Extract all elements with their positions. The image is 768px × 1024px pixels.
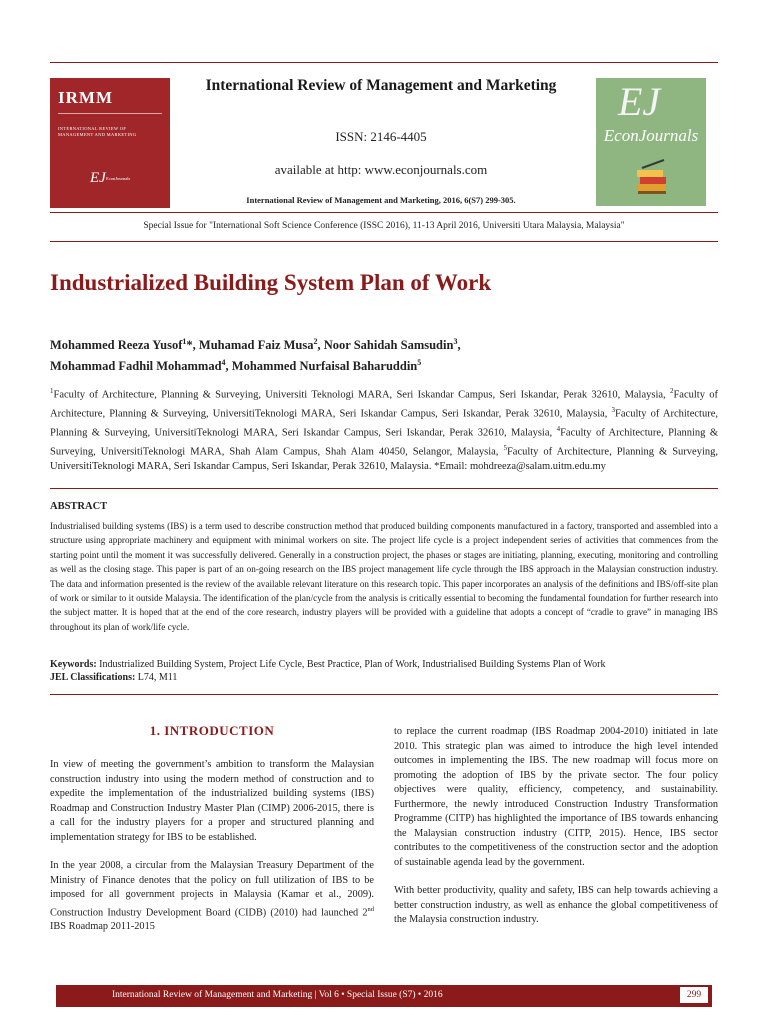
keywords-bottom-rule xyxy=(50,694,718,695)
affil-sup: 2 xyxy=(669,387,674,395)
econjournals-ej-mark: EJ xyxy=(618,79,661,124)
cover-ej-sub: EconJournals xyxy=(106,176,131,181)
page-footer xyxy=(56,985,712,1007)
cover-divider xyxy=(58,113,162,114)
cover-ej-logo: EJ xyxy=(90,170,106,186)
intro-paragraph-2 xyxy=(50,859,374,935)
author-affil-sup: 3 xyxy=(453,337,458,346)
author-affil-sup: 2 xyxy=(313,337,318,346)
cover-abbr: IRMM xyxy=(58,88,113,107)
cover-full-title: INTERNATIONAL REVIEW OF MANAGEMENT AND MARKETING xyxy=(58,126,137,137)
author-affil-sup: 1 xyxy=(182,337,187,346)
journal-url[interactable]: available at http: www.econjournals.com xyxy=(274,162,488,177)
header-mid-rule xyxy=(50,212,718,213)
corresponding-mark: * xyxy=(186,338,193,353)
issn: ISSN: 2146-4405 xyxy=(335,129,427,144)
affil-sup: 5 xyxy=(503,443,507,452)
abstract-top-rule xyxy=(50,488,718,489)
keywords-label: Keywords: xyxy=(50,659,97,670)
author-name: Mohammad Fadhil Mohammad xyxy=(50,359,222,374)
author-affil-sup: 5 xyxy=(417,358,422,368)
paragraph-text: In the year 2008, a circular from the Malaysian Treasury Department of the Ministry of Finance denotes that the policy on full utilization of IBS to be imposed for all government projects in Malaysia (Kamar et al., 2009). Construction Industry Development Board (CIDB) (2010) had launched 2 xyxy=(50,860,374,918)
intro-paragraph-3: to replace the current roadmap (IBS Roadmap 2004-2010) initiated in late 2010. This strategic plan was aimed to introduce the high level intended outcomes in implementing the IBS. The new roadmap will focus more on promoting the adoption of IBS by the private sector. The four policy objectives were quality, efficiency, competency, and sustainability. Furthermore, the newly introduced Construction Industry Transformation Programme (CITP) has highlighted the importance of IBS towards enhancing the Malaysian construction industry (CITP, 2015). Hence, IBS sector contributes to the competitiveness of the construction sector and the adoption of sustainable agenda lead by the government. xyxy=(394,726,718,868)
jel-label: JEL Classifications: xyxy=(50,672,136,683)
keywords-text: Industrialized Building System, Project Life Cycle, Best Practice, Plan of Work, Industrialised Building Systems Plan of Work xyxy=(99,659,606,670)
affiliation-text: Faculty of Architecture, Planning & Surveying, UniversitiTeknologi MARA, Seri Iskandar Campus, Seri Iskandar, Perak 32610, Malaysia, xyxy=(50,408,718,439)
footer-journal-text: International Review of Management and Marketing | Vol 6 • Special Issue (S7) • 2016 xyxy=(112,990,443,1000)
jel-text: L74, M11 xyxy=(137,672,178,683)
citation-line: International Review of Management and Marketing, 2016, 6(S7) 299-305. xyxy=(246,195,516,205)
affil-sup: 4 xyxy=(556,424,561,433)
author-affil-sup: 4 xyxy=(221,358,226,368)
econjournals-logo xyxy=(596,78,706,206)
intro-paragraph-4: With better productivity, quality and safety, IBS can help towards achieving a better construction industry, as well as enhance the global competitiveness of the Malaysia construction industry. xyxy=(394,885,718,925)
column-left xyxy=(50,758,374,949)
affiliation-text: Faculty of Architecture, Planning & Surveying, UniversitiTeknologi MARA, Shah Alam Campus, Shah Alam 40450, Selangor, Malaysia, xyxy=(50,427,718,458)
abstract-heading: ABSTRACT xyxy=(50,501,108,512)
intro-paragraph-1: In view of meeting the government’s ambition to transform the Malaysian construction industry into using the modern method of construction and to expedite the implementation of the industrialized building systems (IBS) Roadmap and Construction Industry Master Plan (CIMP) 2006-2015, there is a call for the industry players for a proper and structured planning and implementation strategy for IBS to be established. xyxy=(50,759,374,843)
journal-title: International Review of Management and Marketing xyxy=(205,77,557,94)
paragraph-text: IBS Roadmap 2011-2015 xyxy=(50,921,155,933)
paper-title: Industrialized Building System Plan of Work xyxy=(50,270,492,295)
irmm-journal-cover xyxy=(50,78,170,208)
author-name: Noor Sahidah Samsudin xyxy=(323,338,454,353)
special-issue-note: Special Issue for "International Soft Science Conference (ISSC 2016), 11-13 April 2016, Universiti Utara Malaysia, Malaysia" xyxy=(143,221,625,231)
author-name: Mohammed Nurfaisal Baharuddin xyxy=(231,359,418,374)
affiliations xyxy=(50,384,718,474)
affiliation-text: Faculty of Architecture, Planning & Surveying, UniversitiTeknologi MARA, Seri Iskandar Campus, Seri Iskandar, Perak 32610, Malaysia, xyxy=(50,389,718,420)
header-bottom-rule xyxy=(50,241,718,242)
header-top-rule xyxy=(50,62,718,63)
books-icon xyxy=(634,158,670,198)
section-heading-introduction: 1. INTRODUCTION xyxy=(149,723,275,738)
abstract-body: Industrialised building systems (IBS) is a term used to describe construction method that produced building components manufactured in a factory, transported and assembled into a structure using appropriate machinery and equipment with minimal workers on site. The project life cycle is a project independent series of activities that commences from the starting point until the moment it was successfully delivered. Generally in a construction project, the phases or stages are initiating, planning, executing, monitoring and controlling as well as the closing stage. This paper is part of an on-going research on the IBS project management life cycle through the IBS approach in the Malaysian construction industry. The data and information presented is the review of the available relevant literature on this research topic. This paper incorporates an analysis of the definitions and IBS/off-site plan of work or similar to it outside Malaysia. The identification of the plan/cycle from the analysis is critically essential to becoming the fundamental foundation for further research into the subject matter. It is hoped that at the end of the core research, industry players will be provided with a guideline that adopts a concept of “cradle to grave” in managing IBS throughout its plan of work/life cycle. xyxy=(50,521,718,632)
author-name: Muhamad Faiz Musa xyxy=(198,338,314,353)
page-number: 299 xyxy=(680,987,708,1003)
keywords-block xyxy=(50,658,718,684)
ordinal-sup: nd xyxy=(367,905,374,913)
affil-sup: 1 xyxy=(50,387,54,395)
affiliation-text: Faculty of Architecture, Planning & Surveying, Universiti Teknologi MARA, Seri Iskandar Campus, Seri Iskandar, Perak 32610, Malaysia, xyxy=(53,389,670,401)
column-right xyxy=(394,725,718,942)
author-list: Mohammed Reeza Yusof$^1$*, Muhamad Faiz Musa$^2$, Noor Sahidah Samsudin$^3$, Mohammad Fadhil Mohammad$^4$, Mohammed Nurfaisal Baharuddin$^5$ xyxy=(50,337,461,374)
affil-sup: 3 xyxy=(611,405,616,414)
econjournals-name: EconJournals xyxy=(603,126,699,145)
author-name: Mohammed Reeza Yusof xyxy=(50,338,183,353)
affiliation-text: Faculty of Architecture, Planning & Surveying, UniversitiTeknologi MARA, Seri Iskandar Campus, Seri Iskandar, Perak 32610, Malaysia. *Email: mohdreeza@salam.uitm.edu.my xyxy=(50,446,718,472)
